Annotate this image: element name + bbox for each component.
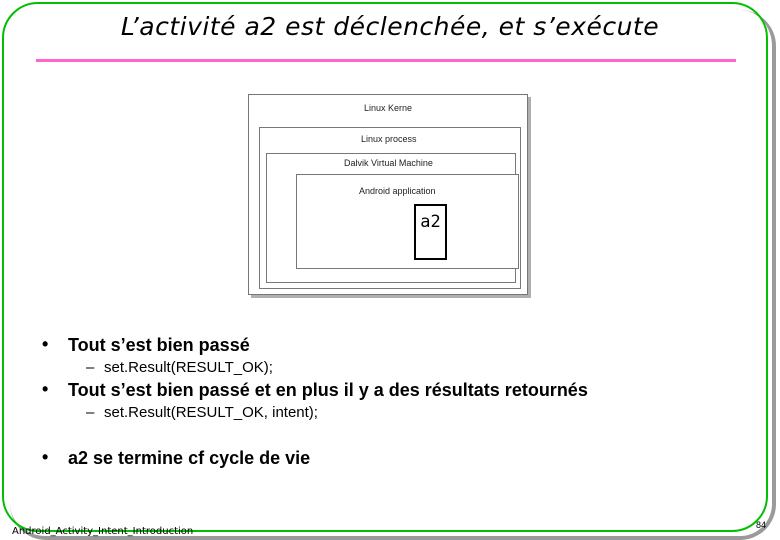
linux-kernel-label: Linux Kerne (364, 103, 413, 113)
linux-process-box (259, 127, 521, 289)
architecture-diagram (248, 94, 532, 298)
bullet-marker: • (42, 379, 49, 399)
bullet-item (42, 334, 250, 356)
bullet-text: Tout s’est bien passé (68, 335, 250, 355)
title-underline (36, 59, 736, 62)
sub-bullet-marker: – (86, 404, 95, 421)
dalvik-vm-box (266, 153, 516, 283)
bullet-marker: • (42, 334, 49, 354)
activity-a2-label: a2 (420, 212, 441, 232)
sub-bullet-item (86, 404, 318, 421)
dalvik-vm-label: Dalvik Virtual Machine (344, 158, 433, 168)
activity-a2-box (414, 204, 447, 260)
linux-kernel-box (248, 94, 528, 295)
sub-bullet-marker: – (86, 359, 95, 376)
bullet-text: a2 se termine cf cycle de vie (68, 448, 311, 468)
footer-title: Android_Activity_Intent_Introduction (12, 526, 194, 537)
bullet-item (42, 379, 588, 401)
sub-bullet-item (86, 359, 273, 376)
linux-process-label: Linux process (361, 134, 417, 144)
android-application-box (296, 174, 519, 269)
bullet-text: Tout s’est bien passé et en plus il y a des résultats retournés (68, 380, 588, 400)
bullet-item (42, 447, 311, 469)
page-number: 84 (755, 520, 766, 530)
android-application-label: Android application (359, 186, 436, 196)
sub-bullet-text: set.Result(RESULT_OK, intent); (104, 404, 318, 421)
sub-bullet-text: set.Result(RESULT_OK); (104, 359, 273, 376)
bullet-marker: • (42, 447, 49, 467)
slide-title: L’activité a2 est déclenchée, et s’exécute (120, 12, 660, 41)
